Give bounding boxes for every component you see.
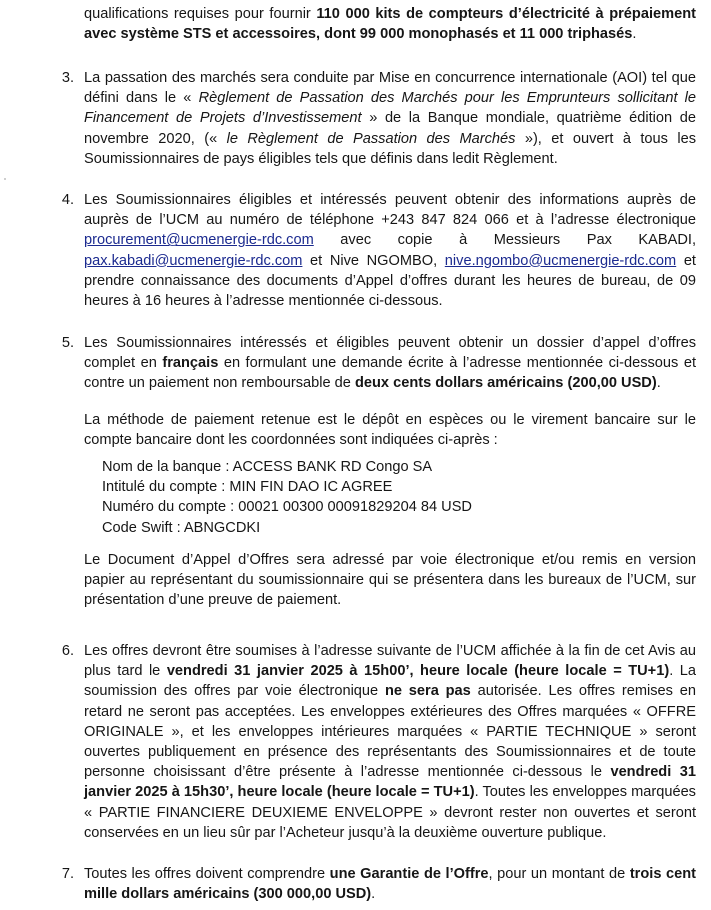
item-4-paragraph xyxy=(84,190,696,311)
item-6-number: 6. xyxy=(61,643,74,659)
bid-guarantee-amount: trois cent mille dollars américains (300 000,00 USD) xyxy=(84,866,697,903)
intro-bold-text: 110 000 kits de compteurs d’électricité à prépaiement avec système STS et accessoires, dont 99 000 monophasés et 11 000 triphasés xyxy=(84,6,696,43)
scan-speck xyxy=(4,178,6,180)
bank-name-line: Nom de la banque : ACCESS BANK RD Congo SA xyxy=(102,459,433,475)
item-6-text: . Toutes les enveloppes marquées « PARTIE FINANCIERE DEUXIEME ENVELOPPE » devront rester non ouvertes et seront conservées en un lieu sûr par l’Acheteur jusqu’à la deuxième ouverture publique. xyxy=(84,784,696,841)
ngombo-email-link[interactable]: nive.ngombo@ucmenergie-rdc.com xyxy=(444,252,677,269)
item-4-text: et Nive NGOMBO, xyxy=(302,252,445,269)
item-5-text: . xyxy=(656,375,661,392)
intro-paragraph xyxy=(84,4,696,44)
item-6-text: autorisée. Les offres remises en retard ne seront pas acceptées. Les enveloppes extérieures des Offres marquées « OFFRE ORIGINALE », et les enveloppes intérieures marquées « PARTIE TECHNIQUE » seront ouvertes publiquement en présence des représentants des Soumissionnaires et de toute personne choisissant d’être présente à l’adresse mentionnée ci-dessous le xyxy=(84,683,696,781)
item-6-paragraph xyxy=(84,641,696,843)
item-5-paragraph xyxy=(84,333,696,394)
item-6-text: Les offres devront être soumises à l’adresse suivante de l’UCM affichée à la fin de cet Avis au plus tard le xyxy=(84,643,696,680)
payment-method-paragraph xyxy=(84,410,696,450)
item-3-paragraph xyxy=(84,68,696,169)
bank-details xyxy=(102,457,472,538)
electronic-submission-not-allowed: ne sera pas xyxy=(384,683,471,700)
item-3-text: »), et ouvert à tous les Soumissionnaires de pays éligibles tels que définis dans ledit Règlement. xyxy=(84,130,696,167)
item-3-regulation-title: Règlement de Passation des Marchés pour les Emprunteurs sollicitant le Financement de Projets d’Investissement xyxy=(84,90,697,127)
account-number-line: Numéro du compte : 00021 00300 00091829204 84 USD xyxy=(102,499,472,516)
item-3-number: 3. xyxy=(61,70,74,86)
item-7-text: , pour un montant de xyxy=(488,866,630,882)
item-5-fee: deux cents dollars américains (200,00 USD) xyxy=(354,375,657,392)
item-5-text: Les Soumissionnaires intéressés et éligibles peuvent obtenir un dossier d’appel d’offres complet en xyxy=(84,335,696,372)
item-5-language: français xyxy=(162,355,219,372)
intro-text: qualifications requises pour fournir xyxy=(84,6,317,22)
account-title-line: Intitulé du compte : MIN FIN DAO IC AGREE xyxy=(102,479,393,496)
item-5-text: en formulant une demande écrite à l’adresse mentionnée ci-dessous et contre un paiement non remboursable de xyxy=(84,355,696,392)
swift-code-line: Code Swift : ABNGCDKI xyxy=(102,519,261,536)
item-3-text: » de la Banque mondiale, quatrième édition de novembre 2020, (« xyxy=(84,110,696,147)
item-5-number: 5. xyxy=(61,335,74,351)
item-4-text: et prendre connaissance des documents d’Appel d’offres durant les heures de bureau, de 09 heures à 16 heures à l’adresse mentionnée ci-dessous. xyxy=(84,252,696,310)
item-4-text: avec copie à Messieurs Pax KABADI, xyxy=(313,232,696,249)
document-delivery-paragraph xyxy=(84,550,696,611)
item-7-number: 7. xyxy=(61,866,74,882)
item-3-text: La passation des marchés sera conduite par Mise en concurrence internationale (AOI) tel que défini dans le « xyxy=(84,70,696,107)
opening-date: vendredi 31 janvier 2025 à 15h30’, heure locale (heure locale = TU+1) xyxy=(84,764,696,801)
payment-method-text: La méthode de paiement retenue est le dépôt en espèces ou le virement bancaire sur le compte bancaire dont les coordonnées sont indiquées ci-après : xyxy=(84,412,696,449)
submission-deadline: vendredi 31 janvier 2025 à 15h00’, heure locale (heure locale = TU+1) xyxy=(166,663,670,680)
item-6-text: . La soumission des offres par voie électronique xyxy=(84,663,696,700)
item-7-text: Toutes les offres doivent comprendre xyxy=(84,866,330,882)
item-4-number: 4. xyxy=(61,192,74,208)
bid-guarantee: une Garantie de l’Offre xyxy=(329,866,489,882)
document-delivery-text: Le Document d’Appel d’Offres sera adressé par voie électronique et/ou remis en version papier au représentant du soumissionnaire qui se présentera dans les bureaux de l’UCM, sur présentation d’une preuve de paiement. xyxy=(84,552,696,609)
item-4-text: Les Soumissionnaires éligibles et intéressés peuvent obtenir des informations auprès de auprès de l’UCM au numéro de téléphone +243 847 824 066 et à l’adresse électronique xyxy=(84,192,696,229)
item-7-text: . xyxy=(371,886,376,903)
intro-period: . xyxy=(632,26,637,43)
procurement-email-link[interactable]: procurement@ucmenergie-rdc.com xyxy=(84,232,314,249)
item-7-paragraph xyxy=(84,864,696,904)
item-3-regulation-short: le Règlement de Passation des Marchés xyxy=(226,130,516,147)
kabadi-email-link[interactable]: pax.kabadi@ucmenergie-rdc.com xyxy=(84,252,303,269)
